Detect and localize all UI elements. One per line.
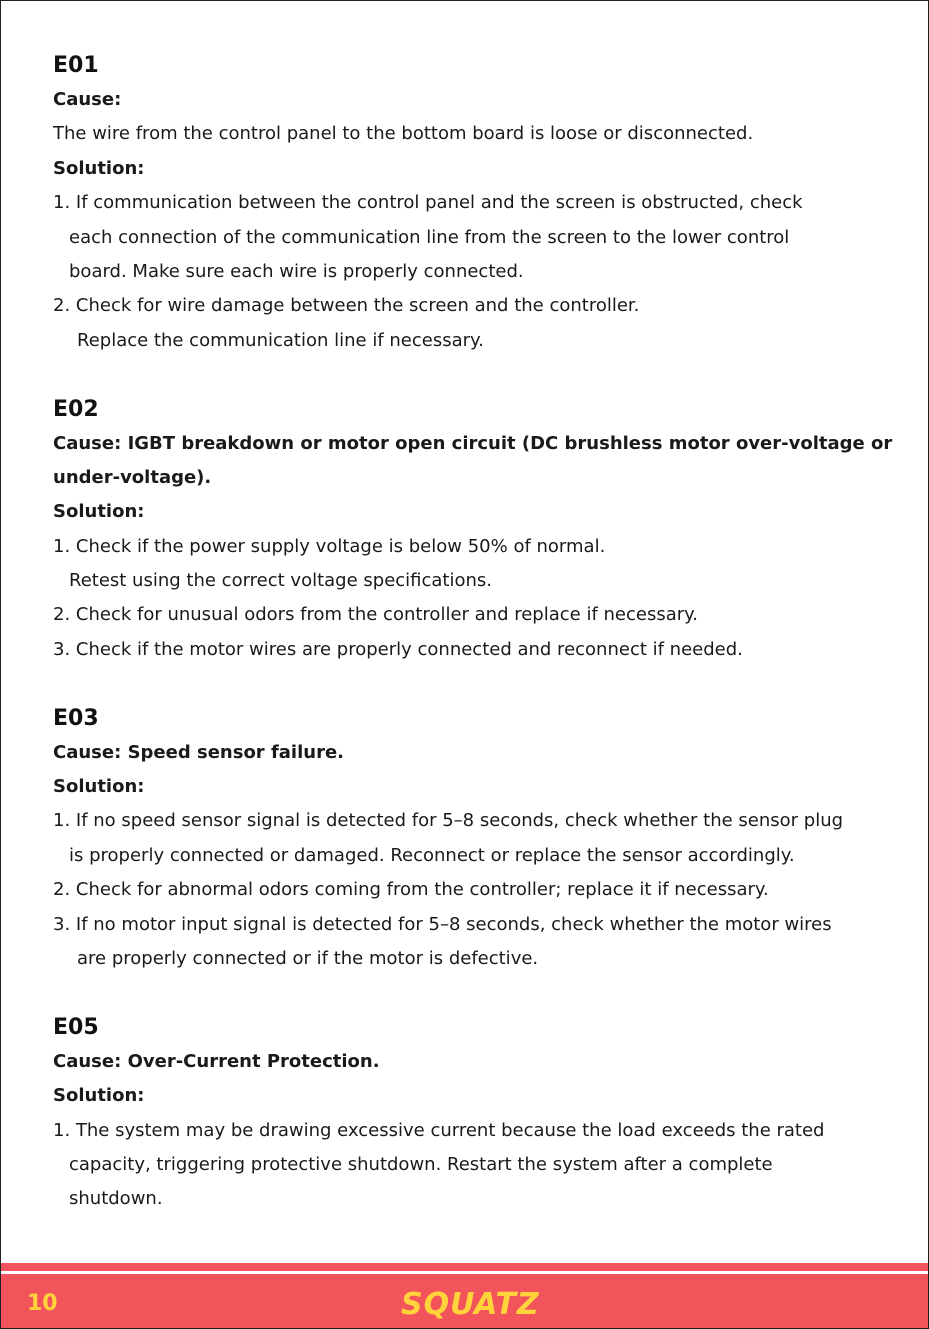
solution-line: 1. If no speed sensor signal is detected for 5–8 seconds, check whether the sensor plug — [53, 810, 844, 832]
error-code-heading: E03 — [53, 705, 99, 731]
solution-line: capacity, triggering protective shutdown. Restart the system after a complete — [69, 1153, 773, 1175]
solution-line: 2. Check for unusual odors from the controller and replace if necessary. — [53, 604, 698, 626]
footer-bar — [1, 1263, 928, 1329]
solution-label: Solution: — [53, 1085, 145, 1107]
cause-text: Over-Current Protection. — [127, 1050, 380, 1072]
cause-line — [53, 427, 893, 461]
solution-line: 1. Check if the power supply voltage is below 50% of normal. — [53, 535, 606, 557]
page-number: 10 — [27, 1291, 58, 1316]
cause-text: Speed sensor failure. — [127, 741, 345, 763]
cause-line — [53, 736, 883, 770]
solution-line: 3. Check if the motor wires are properly connected and reconnect if needed. — [53, 638, 743, 660]
cause-text-continued: under-voltage). — [53, 466, 212, 488]
error-code-list — [53, 49, 893, 1217]
section-spacer — [53, 358, 883, 392]
cause-text: IGBT breakdown or motor open circuit (DC brushless motor over-voltage or — [127, 432, 893, 454]
cause-label: Cause: — [53, 1050, 122, 1072]
footer-stripe — [1, 1271, 928, 1274]
solution-line: 2. Check for wire damage between the screen and the controller. — [53, 295, 640, 317]
solution-line: is properly connected or damaged. Reconnect or replace the sensor accordingly. — [69, 844, 795, 866]
solution-line: each connection of the communication line from the screen to the lower control — [69, 226, 790, 248]
solution-line: Replace the communication line if necessary. — [77, 329, 484, 351]
solution-label: Solution: — [53, 157, 145, 179]
cause-label: Cause: — [53, 741, 122, 763]
solution-line: 3. If no motor input signal is detected for 5–8 seconds, check whether the motor wires — [53, 913, 832, 935]
solution-label: Solution: — [53, 776, 145, 798]
cause-line — [53, 1045, 883, 1079]
cause-label: Cause: — [53, 89, 122, 110]
error-code-heading: E05 — [53, 1014, 99, 1040]
error-code-heading: E02 — [53, 396, 99, 422]
cause-text: The wire from the control panel to the bottom board is loose or disconnected. — [53, 123, 754, 145]
brand-logo: SQUATZ — [401, 1287, 540, 1322]
solution-line: shutdown. — [69, 1188, 163, 1210]
solution-line: board. Make sure each wire is properly connected. — [69, 260, 524, 282]
section-spacer — [53, 667, 883, 701]
solution-line: are properly connected or if the motor is defective. — [77, 947, 539, 969]
solution-line: 1. The system may be drawing excessive current because the load exceeds the rated — [53, 1119, 825, 1141]
cause-label: Cause: — [53, 432, 122, 454]
solution-line: 2. Check for abnormal odors coming from the controller; replace it if necessary. — [53, 879, 769, 901]
solution-line: 1. If communication between the control panel and the screen is obstructed, check — [53, 192, 803, 214]
error-code-heading: E01 — [53, 53, 99, 78]
section-spacer — [53, 976, 883, 1010]
solution-label: Solution: — [53, 501, 145, 523]
solution-line: Retest using the correct voltage specifications. — [69, 570, 493, 592]
